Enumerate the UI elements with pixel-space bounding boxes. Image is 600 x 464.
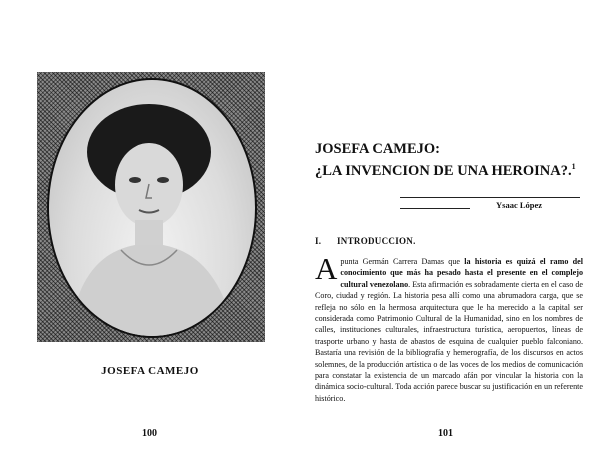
author-name: Ysaac López [496, 200, 543, 210]
portrait-oval [47, 78, 257, 338]
section-title: INTRODUCCION. [337, 236, 416, 246]
section-number: I. [315, 236, 322, 246]
portrait-caption: JOSEFA CAMEJO [101, 365, 199, 377]
title-line-1: JOSEFA CAMEJO: [315, 141, 440, 157]
para-bold-quote: la historia es quizá el ramo del conocimiento que más ha pesado hasta el presente en el complejo cultural venezolano [340, 257, 584, 289]
para-rest: . Esta afirmación es sobradamente cierta en el caso de Coro, ciudad y región. La historia pesa allí como una abrumadora carga, que se refleja no sólo en la hermosa arquitectura que le ha merecido a la capital ser considerada como Patrimonio Cultural de la Humanidad, sino en los nombres de calles, instituciones culturales, infraestructura turística, aeropuertos, líneas de trasporte urbano y hasta de abastos de esquina de cualquier pueblo falconiano. Bastaría una revisión de la bibliografía y hemerografía, de los discursos en actos solemnes, de la producción artística o de las voces de los medios de comunicación para constatar la existencia de un marcado afán por vincular la historia con la dinámica socio-cultural. Toda acción parece buscar su justificación en un referente histórico. [315, 279, 584, 403]
title-line-2-text: ¿LA INVENCION DE UNA HEROINA?. [315, 162, 572, 179]
section-heading [315, 236, 416, 246]
body-paragraph [315, 251, 584, 404]
portrait-figure [49, 80, 255, 336]
title-line-2 [315, 158, 585, 180]
para-intro: punta Germán Carrera Damas que [340, 257, 465, 266]
page-number-right: 101 [438, 428, 453, 439]
drop-cap: A [315, 251, 338, 286]
chapter-title [315, 140, 585, 180]
title-footnote-mark: 1 [571, 162, 576, 171]
page-number-left: 100 [142, 428, 157, 439]
portrait-image [37, 72, 265, 342]
author-rule [400, 197, 580, 212]
right-page [300, 0, 600, 464]
